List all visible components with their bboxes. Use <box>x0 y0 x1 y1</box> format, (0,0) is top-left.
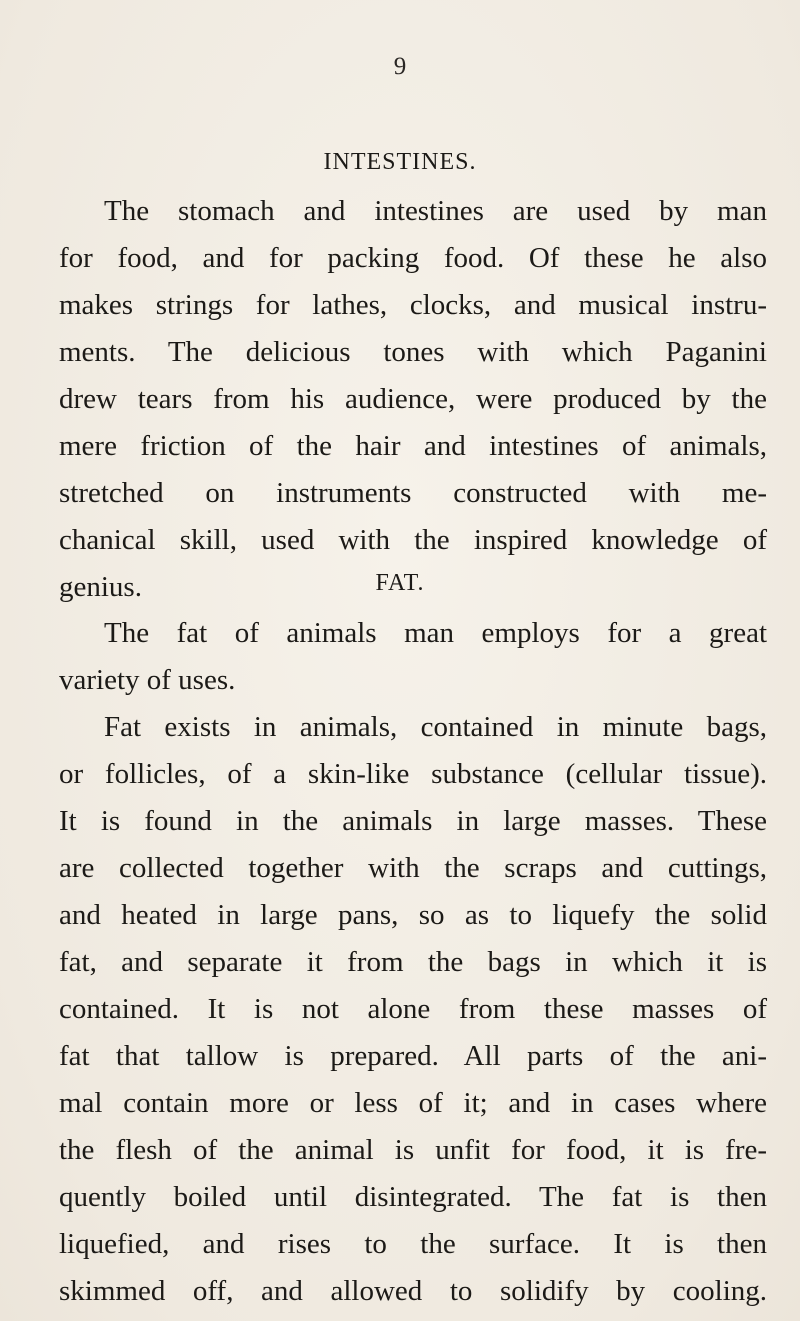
section-heading-fat: FAT. <box>375 570 425 596</box>
paragraph-line: chanical skill, used with the inspired knowledge of <box>59 524 767 556</box>
paragraph-line: contained. It is not alone from these masses of <box>59 993 767 1025</box>
paragraph-line: mal contain more or less of it; and in cases where <box>59 1087 767 1119</box>
paragraph-line: Fat exists in animals, contained in minute bags, <box>104 711 767 743</box>
paragraph-line: ments. The delicious tones with which Paganini <box>59 336 767 368</box>
paragraph-line: are collected together with the scraps and cuttings, <box>59 852 767 884</box>
paragraph-line: the flesh of the animal is unfit for food, it is fre- <box>59 1134 767 1166</box>
paragraph-line: fat that tallow is prepared. All parts of the ani- <box>59 1040 767 1072</box>
section-heading-intestines: INTESTINES. <box>323 149 477 175</box>
paragraph-line: makes strings for lathes, clocks, and musical instru- <box>59 289 767 321</box>
paragraph-line: It is found in the animals in large masses. These <box>59 805 767 837</box>
paragraph-line: and heated in large pans, so as to liquefy the solid <box>59 899 767 931</box>
paragraph-line: skimmed off, and allowed to solidify by cooling. <box>59 1275 767 1307</box>
paragraph-line: variety of uses. <box>59 664 236 696</box>
paragraph-line: The stomach and intestines are used by man <box>104 195 767 227</box>
paragraph-line: drew tears from his audience, were produced by the <box>59 383 767 415</box>
paragraph-line: mere friction of the hair and intestines of animals, <box>59 430 767 462</box>
paragraph-line: liquefied, and rises to the surface. It is then <box>59 1228 767 1260</box>
paragraph-line: fat, and separate it from the bags in which it is <box>59 946 767 978</box>
paragraph-line: for food, and for packing food. Of these he also <box>59 242 767 274</box>
paragraph-line: stretched on instruments constructed with me- <box>59 477 767 509</box>
paragraph-line: genius. <box>59 571 142 603</box>
paragraph-line: The fat of animals man employs for a great <box>104 617 767 649</box>
paragraph-line: quently boiled until disintegrated. The fat is then <box>59 1181 767 1213</box>
paragraph-line: or follicles, of a skin-like substance (cellular tissue). <box>59 758 767 790</box>
page-number: 9 <box>393 53 407 80</box>
